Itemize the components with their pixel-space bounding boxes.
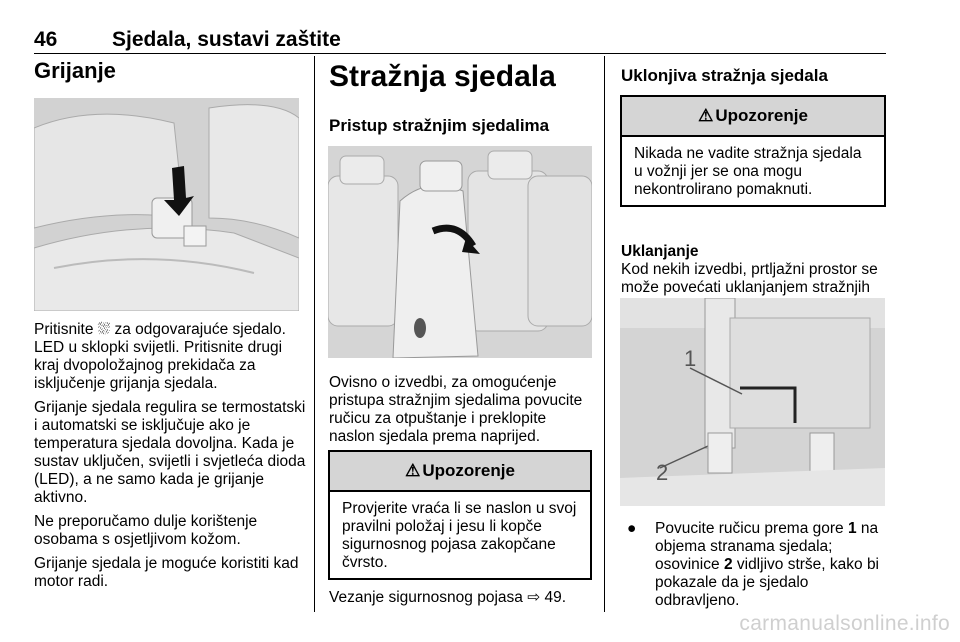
heading-removable-seats: Uklonjiva stražnja sjedala [621,66,828,85]
rear-access-paragraph: Ovisno o izvedbi, za omogućenje pristupa stražnjim sjedalima povucite ručicu za otpuštanje i preklopite naslon sjedala prema naprijed. [329,374,583,445]
bullet-text [655,520,887,610]
warning-box-seatback [328,450,592,580]
bullet-ref-2: 2 [723,556,733,573]
removal-instruction [621,520,887,610]
warning-title: Upozorenje [422,461,515,480]
rear-access-text [329,374,593,452]
heating-paragraph-1: Pritisnite ⛆ za odgovarajuće sjedalo. LED u sklopki svijetli. Pritisnite drugi kraj dvopoložajnog prekidača za isključenje grijanja sjedala. [34,321,286,392]
page-header [34,28,341,52]
rear-seat-illustration [328,146,592,358]
warning-header [622,97,884,137]
figure-seat-removal [620,298,885,506]
header-rule [34,53,886,54]
bullet-icon: ● [627,520,637,537]
warning-text: Provjerite vraća li se naslon u svoj pravilni položaj i jesu li kopče sigurnosnog pojasa zakopčane čvrsto. [342,500,577,571]
page-number: 46 [34,28,58,51]
seatbelt-reference [329,589,593,613]
figure-seat-heating [34,98,299,311]
figure-label-2: 2 [656,460,669,485]
bullet-text-part: Povucite ručicu prema gore [655,520,848,537]
bullet-ref-1: 1 [847,520,857,537]
heating-text [34,321,306,597]
figure-rear-seat-access [328,146,592,358]
seatbelt-reference-text: Vezanje sigurnosnog pojasa ⇨ 49. [329,589,567,606]
seat-heating-illustration [34,98,299,311]
warning-text: Nikada ne vadite stražnja sjedala u vožnji jer se ona mogu nekontrolirano pomaknuti. [634,145,862,198]
warning-triangle-icon: ⚠ [405,461,421,480]
column-rear-seats [329,60,593,136]
warning-header [330,452,590,492]
figure-label-1: 1 [684,346,697,371]
list-item [621,520,887,610]
column-divider-1 [314,56,315,612]
heating-paragraph-3: Ne preporučamo dulje korištenje osobama s osjetljivom kožom. [34,513,258,548]
bullet-text-part: na objema stranama sjedala; osovinice [655,520,879,573]
heading-heating: Grijanje [34,58,116,83]
column-removable-seats [621,66,885,86]
heading-rear-seats: Stražnja sjedala [329,60,556,93]
subheading-removal: Uklanjanje [621,243,699,260]
column-heating [34,58,302,84]
seat-removal-illustration [620,298,885,506]
heating-paragraph-2: Grijanje sjedala regulira se termostatski i automatski se isključuje ako je temperatura sjedala dovoljna. Kada je sustav uključen, svijetli i svjetleća dioda (LED), a ne samo kada je grijanje aktivno. [34,399,306,506]
heating-paragraph-4: Grijanje sjedala je moguće koristiti kad motor radi. [34,555,299,590]
removal-paragraph: Kod nekih izvedbi, prtljažni prostor se može povećati uklanjanjem stražnjih [621,261,878,296]
subheading-rear-access: Pristup stražnjim sjedalima [329,116,550,135]
column-divider-2 [604,56,605,612]
bullet-text-part: vidljivo strše, kako bi pokazale da je sjedalo odbravljeno. [655,556,880,609]
warning-triangle-icon: ⚠ [698,106,714,125]
chapter-title: Sjedala, sustavi zaštite [112,28,341,51]
watermark: carmanualsonline.info [739,612,950,635]
warning-box-removal [620,95,886,207]
warning-title: Upozorenje [715,106,808,125]
